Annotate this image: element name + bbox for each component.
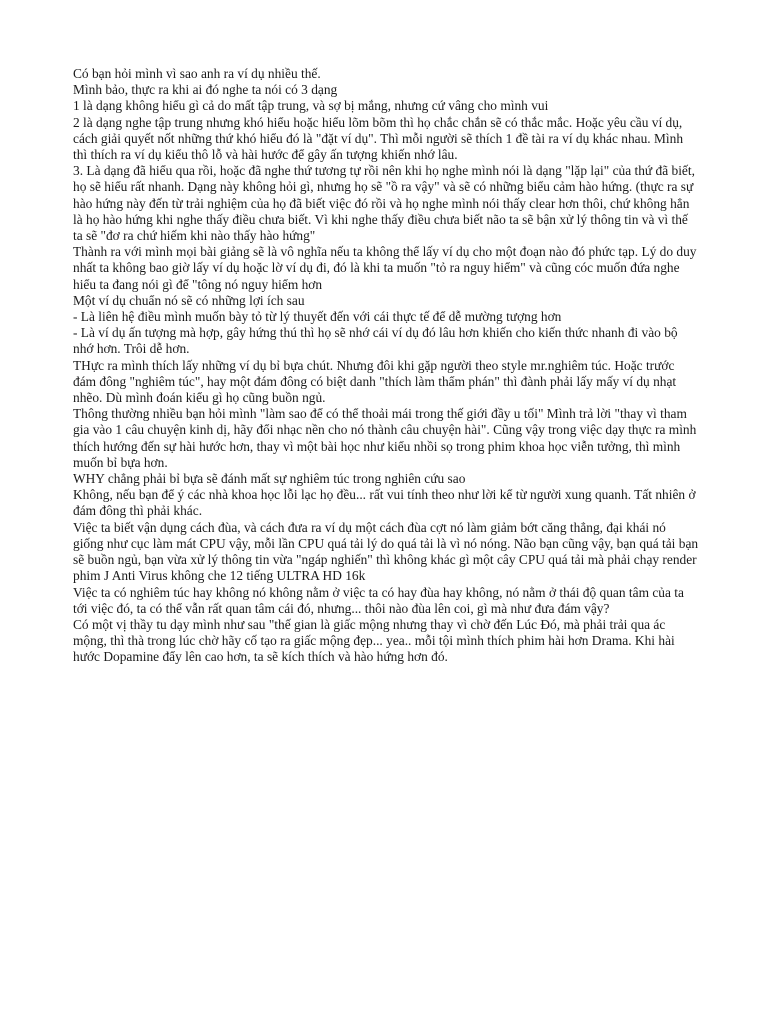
paragraph: Việc ta có nghiêm túc hay không nó không nằm ở việc ta có hay đùa hay không, nó nằm ở thái độ quan tâm của ta tới việc đó, ta có thể vẫn rất quan tâm cái đó, nhưng... thôi nào đùa lên coi, gì mà như đưa đám vậy?: [73, 584, 684, 616]
paragraph: 3. Là dạng đã hiểu qua rồi, hoặc đã nghe thứ tương tự rồi nên khi họ nghe mình nói là dạng "lặp lại" của thứ đã biết, họ sẽ hiểu rất nhanh. Dạng này không hỏi gì, nhưng họ sẽ "ồ ra vậy" và sẽ có những biểu cảm hào hứng. (thực ra sự hào hứng này đến từ trải nghiệm của họ đã biết việc đó rồi và họ nghe mình nói thấy clear hơn thôi, chứ không hẳn là họ hào hứng khi nghe thấy điều chưa biết. Vì khi nghe thấy điều chưa biết não ta sẽ bận xử lý thông tin và vì thế ta sẽ "đơ ra chứ hiếm khi nào thấy hào hứng": [73, 163, 695, 244]
paragraph: 1 là dạng không hiểu gì cả do mất tập trung, và sợ bị mắng, nhưng cứ vâng cho mình vui: [73, 98, 549, 114]
paragraph: Thông thường nhiều bạn hỏi mình "làm sao để có thể thoải mái trong thế giới đầy u tối" Mình trả lời "thay vì tham gia vào 1 câu chuyện kinh dị, hãy đổi nhạc nền cho nó thành câu chuyện hài". Cũng vậy trong việc dạy thực ra mình thích hướng đến sự hài hước hơn, thay vì một bài học như kiểu nhồi sọ trong phim khoa học viễn tưởng, thì mình muốn bỉ bựa hơn.: [73, 406, 697, 470]
paragraph: Thành ra với mình mọi bài giảng sẽ là vô nghĩa nếu ta không thể lấy ví dụ cho một đoạn nào đó phức tạp. Lý do duy nhất ta không bao giờ lấy ví dụ hoặc lờ ví dụ đi, đó là khi ta muốn "tỏ ra nguy hiểm" và cũng cóc muốn đứa nghe hiểu ta đang nói gì để "tông nó nguy hiểm hơn: [73, 244, 697, 292]
paragraph: WHY chẳng phải bỉ bựa sẽ đánh mất sự nghiêm túc trong nghiên cứu sao: [73, 471, 466, 487]
paragraph: Có một vị thầy tu dạy mình như sau "thế gian là giấc mộng nhưng thay vì chờ đến Lúc Đó, mà phải trải qua ác mộng, thì thà trong lúc chờ hãy cố tạo ra giấc mộng đẹp... yea.. mỗi tội mình thích phim hài hơn Drama. Khi hài hước Dopamine đẩy lên cao hơn, ta sẽ kích thích và hào hứng hơn đó.: [73, 616, 675, 665]
paragraph: Không, nếu bạn để ý các nhà khoa học lỗi lạc họ đều... rất vui tính theo như lời kể từ người xung quanh. Tất nhiên ở đám đông thì phải khác.: [73, 487, 696, 519]
paragraph: THực ra mình thích lấy những ví dụ bỉ bựa chút. Nhưng đôi khi gặp người theo style mr.nghiêm túc. Hoặc trước đám đông "nghiêm túc", hay một đám đông có biệt danh "thích làm thẩm phán" thì đành phải lấy mấy ví dụ nhạt nhẽo. Dù mình đoán kiểu gì họ cũng buồn ngủ.: [73, 357, 677, 406]
paragraph: - Là ví dụ ấn tượng mà hợp, gây hứng thú thì họ sẽ nhớ cái ví dụ đó lâu hơn khiến cho kiến thức nhanh đi vào bộ nhớ hơn. Trôi dễ hơn.: [73, 325, 678, 357]
paragraph: 2 là dạng nghe tập trung nhưng khó hiểu hoặc hiểu lõm bõm thì họ chắc chắn sẽ có thắc mắc. Hoặc yêu cầu ví dụ, cách giải quyết nốt những thứ khó hiểu đó là "đặt ví dụ". Thì mỗi người sẽ thích 1 đề tài ra ví dụ khác nhau. Mình thì thích ra ví dụ kiểu thô lỗ và hài hước để gây ấn tượng khiến nhớ lâu.: [73, 114, 684, 163]
document-body: [73, 66, 699, 666]
paragraph: Có bạn hỏi mình vì sao anh ra ví dụ nhiều thế.: [73, 66, 321, 81]
paragraph: Mình bảo, thực ra khi ai đó nghe ta nói có 3 dạng: [73, 82, 338, 98]
paragraph: Một ví dụ chuẩn nó sẽ có những lợi ích sau: [73, 292, 305, 308]
paragraph: Việc ta biết vận dụng cách đùa, và cách đưa ra ví dụ một cách đùa cợt nó làm giảm bớt căng thẳng, đại khái nó giống như cục làm mát CPU vậy, mỗi lần CPU quá tải lý do quá tải là vì nó nóng. Não bạn cũng vậy, bạn quá tải bạn sẽ buồn ngủ, bạn vừa xử lý thông tin vừa "ngáp nghiến" thì không khác gì một cây CPU quá tải mà phải chạy render phim J Anti Virus không che 12 tiếng ULTRA HD 16k: [73, 519, 699, 584]
paragraph: - Là liên hệ điều mình muốn bày tỏ từ lý thuyết đến với cái thực tế để dễ mường tượng hơn: [73, 309, 562, 325]
